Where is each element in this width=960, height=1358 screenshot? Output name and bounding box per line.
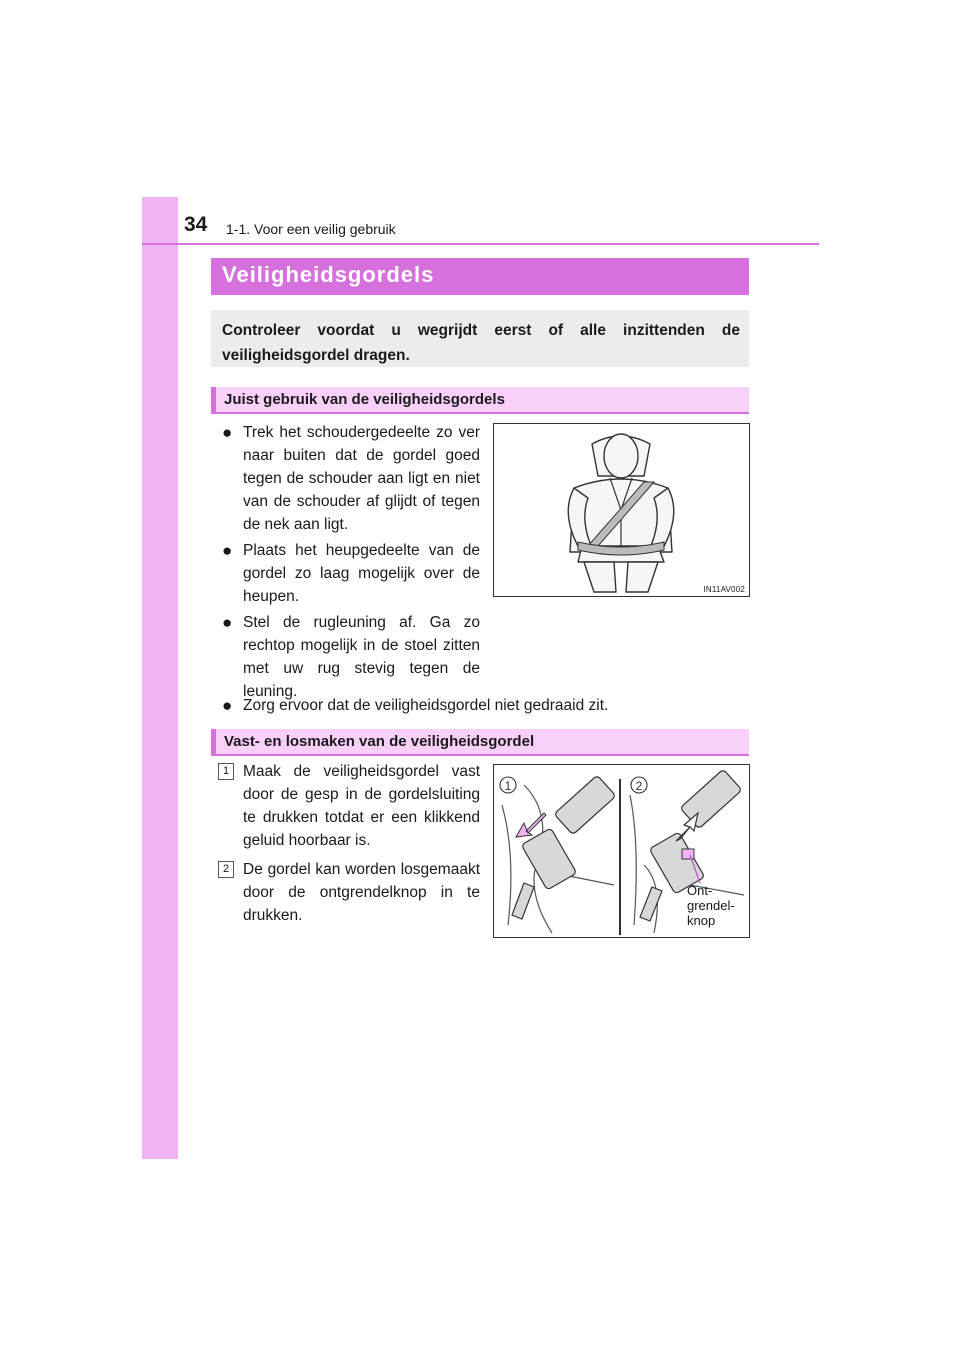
callout-line: Ont- <box>687 883 713 898</box>
intro-box <box>211 310 749 367</box>
list-item: ● Trek het schoudergedeelte zo ver naar buiten dat de gordel goed tegen de schouder aan ligt en niet van de schouder af glijdt of tegen de nek aan ligt. <box>222 421 480 536</box>
seated-person-figure <box>493 423 750 597</box>
step-item <box>218 858 480 927</box>
list-item: ● Stel de rugleuning af. Ga zo rechtop mogelijk in de stoel zitten met uw rug stevig tegen de leuning. <box>222 611 480 703</box>
step-text: Maak de veiligheidsgordel vast door de gesp in de gordelsluiting te drukken totdat er een klikkend geluid hoorbaar is. <box>243 763 480 849</box>
release-button-callout <box>687 883 735 928</box>
subheading-correct-use-text: Juist gebruik van de veiligheidsgordels <box>224 391 505 408</box>
figure-panel-1-label: 1 <box>504 779 512 793</box>
chapter-title: 1-1. Voor een veilig gebruik <box>226 221 396 237</box>
buckle-figure <box>493 764 750 938</box>
section-title-bar <box>211 258 749 295</box>
seated-person-illustration <box>494 424 749 596</box>
step-item <box>218 760 480 852</box>
page-number: 34 <box>184 213 208 236</box>
intro-text: Controleer voordat u wegrijdt eerst of alle inzittenden de veiligheidsgordel dragen. <box>222 322 740 364</box>
section-title: Veiligheidsgordels <box>222 262 435 287</box>
subheading-fasten-release <box>211 729 749 756</box>
list-item: ● Zorg ervoor dat de veiligheidsgordel niet gedraaid zit. <box>222 694 750 717</box>
callout-line: grendel- <box>687 898 735 913</box>
step-text: De gordel kan worden losgemaakt door de ontgrendelknop in te drukken. <box>243 861 480 924</box>
subheading-fasten-release-text: Vast- en losmaken van de veiligheidsgordel <box>224 733 535 750</box>
callout-line: knop <box>687 913 716 928</box>
side-band <box>142 197 178 1159</box>
step-number: 2 <box>218 861 234 878</box>
figure-code: IN11AV002 <box>703 585 745 594</box>
correct-use-list <box>222 421 480 706</box>
list-item: ● Plaats het heupgedeelte van de gordel zo laag mogelijk over de heupen. <box>222 539 480 608</box>
fasten-steps <box>218 760 480 933</box>
step-number: 1 <box>218 763 234 780</box>
figure-panel-2-label: 2 <box>635 779 643 793</box>
subheading-correct-use <box>211 387 749 414</box>
header-rule <box>142 243 819 245</box>
